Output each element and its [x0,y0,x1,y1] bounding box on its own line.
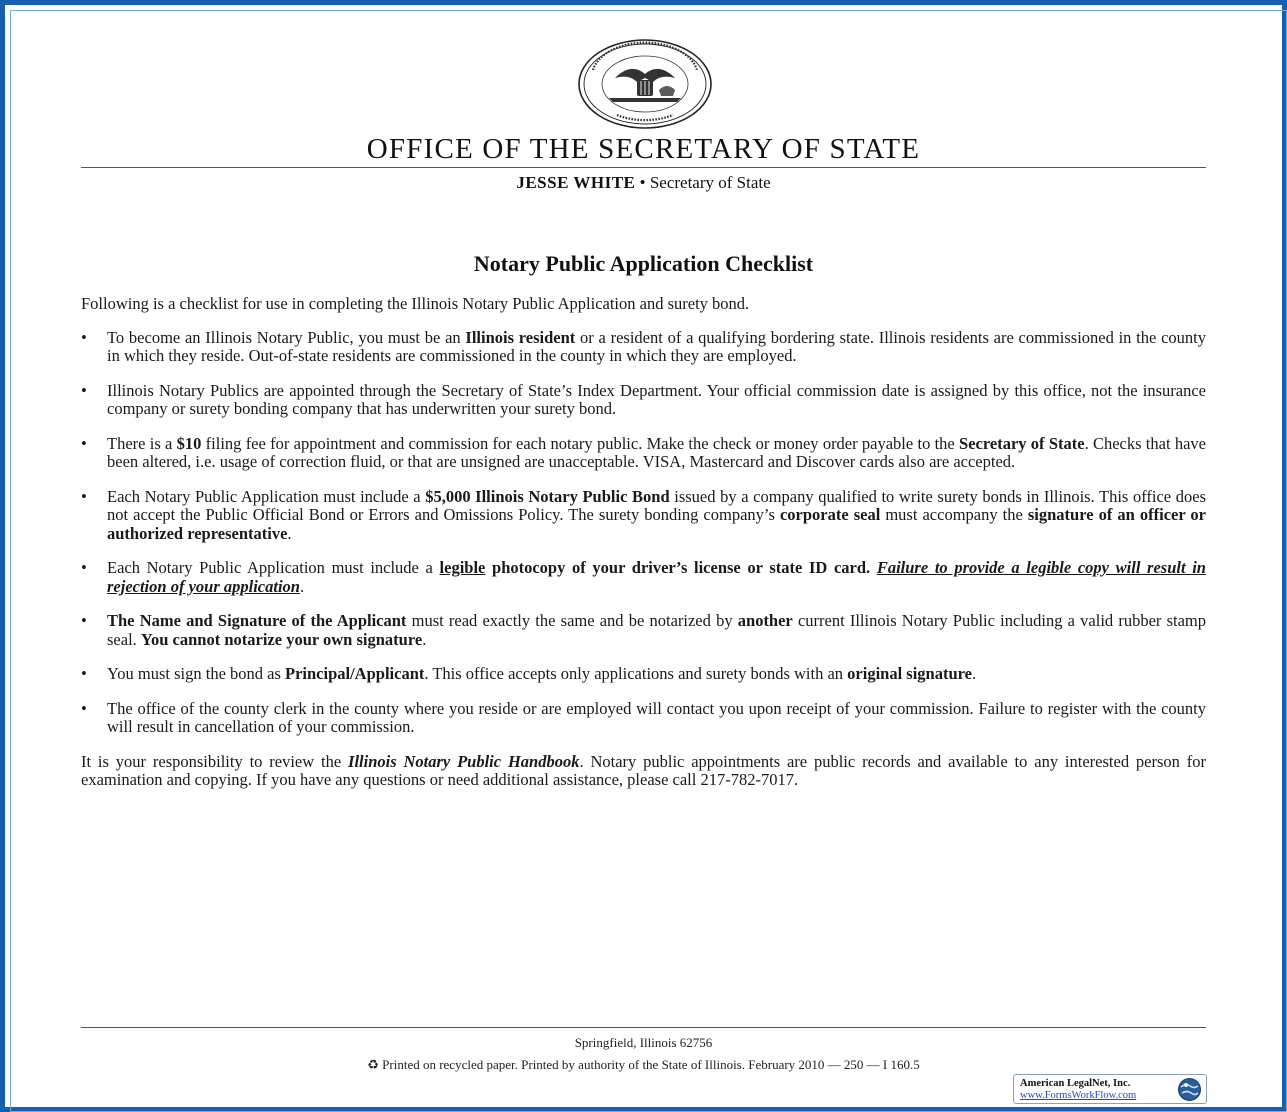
closing-paragraph: It is your responsibility to review the Illinois Notary Public Handbook. Notary public appointments are public records and available to any interested person for examination and copying. If you have any questions or need additional assistance, please call 217-782-7017. [81,751,1207,789]
checklist [81,329,1206,737]
intro-paragraph: Following is a checklist for use in completing the Illinois Notary Public Application and surety bond. [81,294,750,313]
document-title: Notary Public Application Checklist [473,251,814,276]
checklist-item-photocopy: • Each Notary Public Application must include a legible photocopy of your driver’s license or state ID card. Failure to provide a legible copy will result in rejection of your application. [81,559,1206,596]
checklist-item-bond: • Each Notary Public Application must include a $5,000 Illinois Notary Public Bond issued by a company qualified to write surety bonds in Illinois. This office does not accept the Public Official Bond or Errors and Omissions Policy. The surety bonding company’s corporate seal must accompany the signature of an officer or authorized representative. [81,488,1206,544]
footer-printed-notice: ♻ Printed on recycled paper. Printed by authority of the State of Illinois. February 2010 — 250 — I 160.5 [367,1057,920,1072]
globe-icon [1177,1077,1202,1102]
recycle-icon: ♻ [367,1057,379,1072]
official-name: JESSE WHITE [516,173,636,192]
checklist-item-county-clerk: • The office of the county clerk in the county where you reside or are employed will contact you upon receipt of your commission. Failure to register with the county will result in cancellation of your commission. [81,700,1206,737]
checklist-item-filing-fee: • There is a $10 filing fee for appointment and commission for each notary public. Make the check or money order payable to the Secretary of State. Checks that have been altered, i.e. usage of correction fluid, or that are unsigned are unacceptable. VISA, Mastercard and Discover cards also are accepted. [81,435,1206,472]
checklist-body [81,295,1206,790]
legalnet-company: American LegalNet, Inc. [1020,1078,1131,1089]
handbook-title: Illinois Notary Public Handbook [348,751,580,771]
header-divider [81,167,1206,168]
checklist-item-principal: • You must sign the bond as Principal/Applicant. This office accepts only applications and surety bonds with an original signature. [81,665,1206,684]
official-title: Secretary of State [649,173,771,192]
state-seal-icon [576,38,714,130]
checklist-item-signature: • The Name and Signature of the Applicant must read exactly the same and be notarized by another current Illinois Notary Public including a valid rubber stamp seal. You cannot notarize your own signature. [81,612,1206,649]
legalnet-badge[interactable] [1013,1074,1207,1104]
checklist-item-appointment: • Illinois Notary Publics are appointed through the Secretary of State’s Index Department. Your official commission date is assigned by this office, not the insurance company or surety bonding company that has underwritten your surety bond. [81,382,1206,419]
legalnet-link[interactable]: www.FormsWorkFlow.com [1020,1090,1137,1101]
secretary-line [0,172,1287,194]
name-separator: • [635,173,650,192]
footer-address: Springfield, Illinois 62756 [574,1035,713,1050]
office-title: OFFICE OF THE SECRETARY OF STATE [366,133,921,165]
checklist-item-residency: • To become an Illinois Notary Public, you must be an Illinois resident or a resident of a qualifying bordering state. Illinois residents are commissioned in the county in which they reside. Out-of-state residents are commissioned in the county in which they are employed. [81,329,1206,366]
footer-divider [81,1027,1206,1028]
